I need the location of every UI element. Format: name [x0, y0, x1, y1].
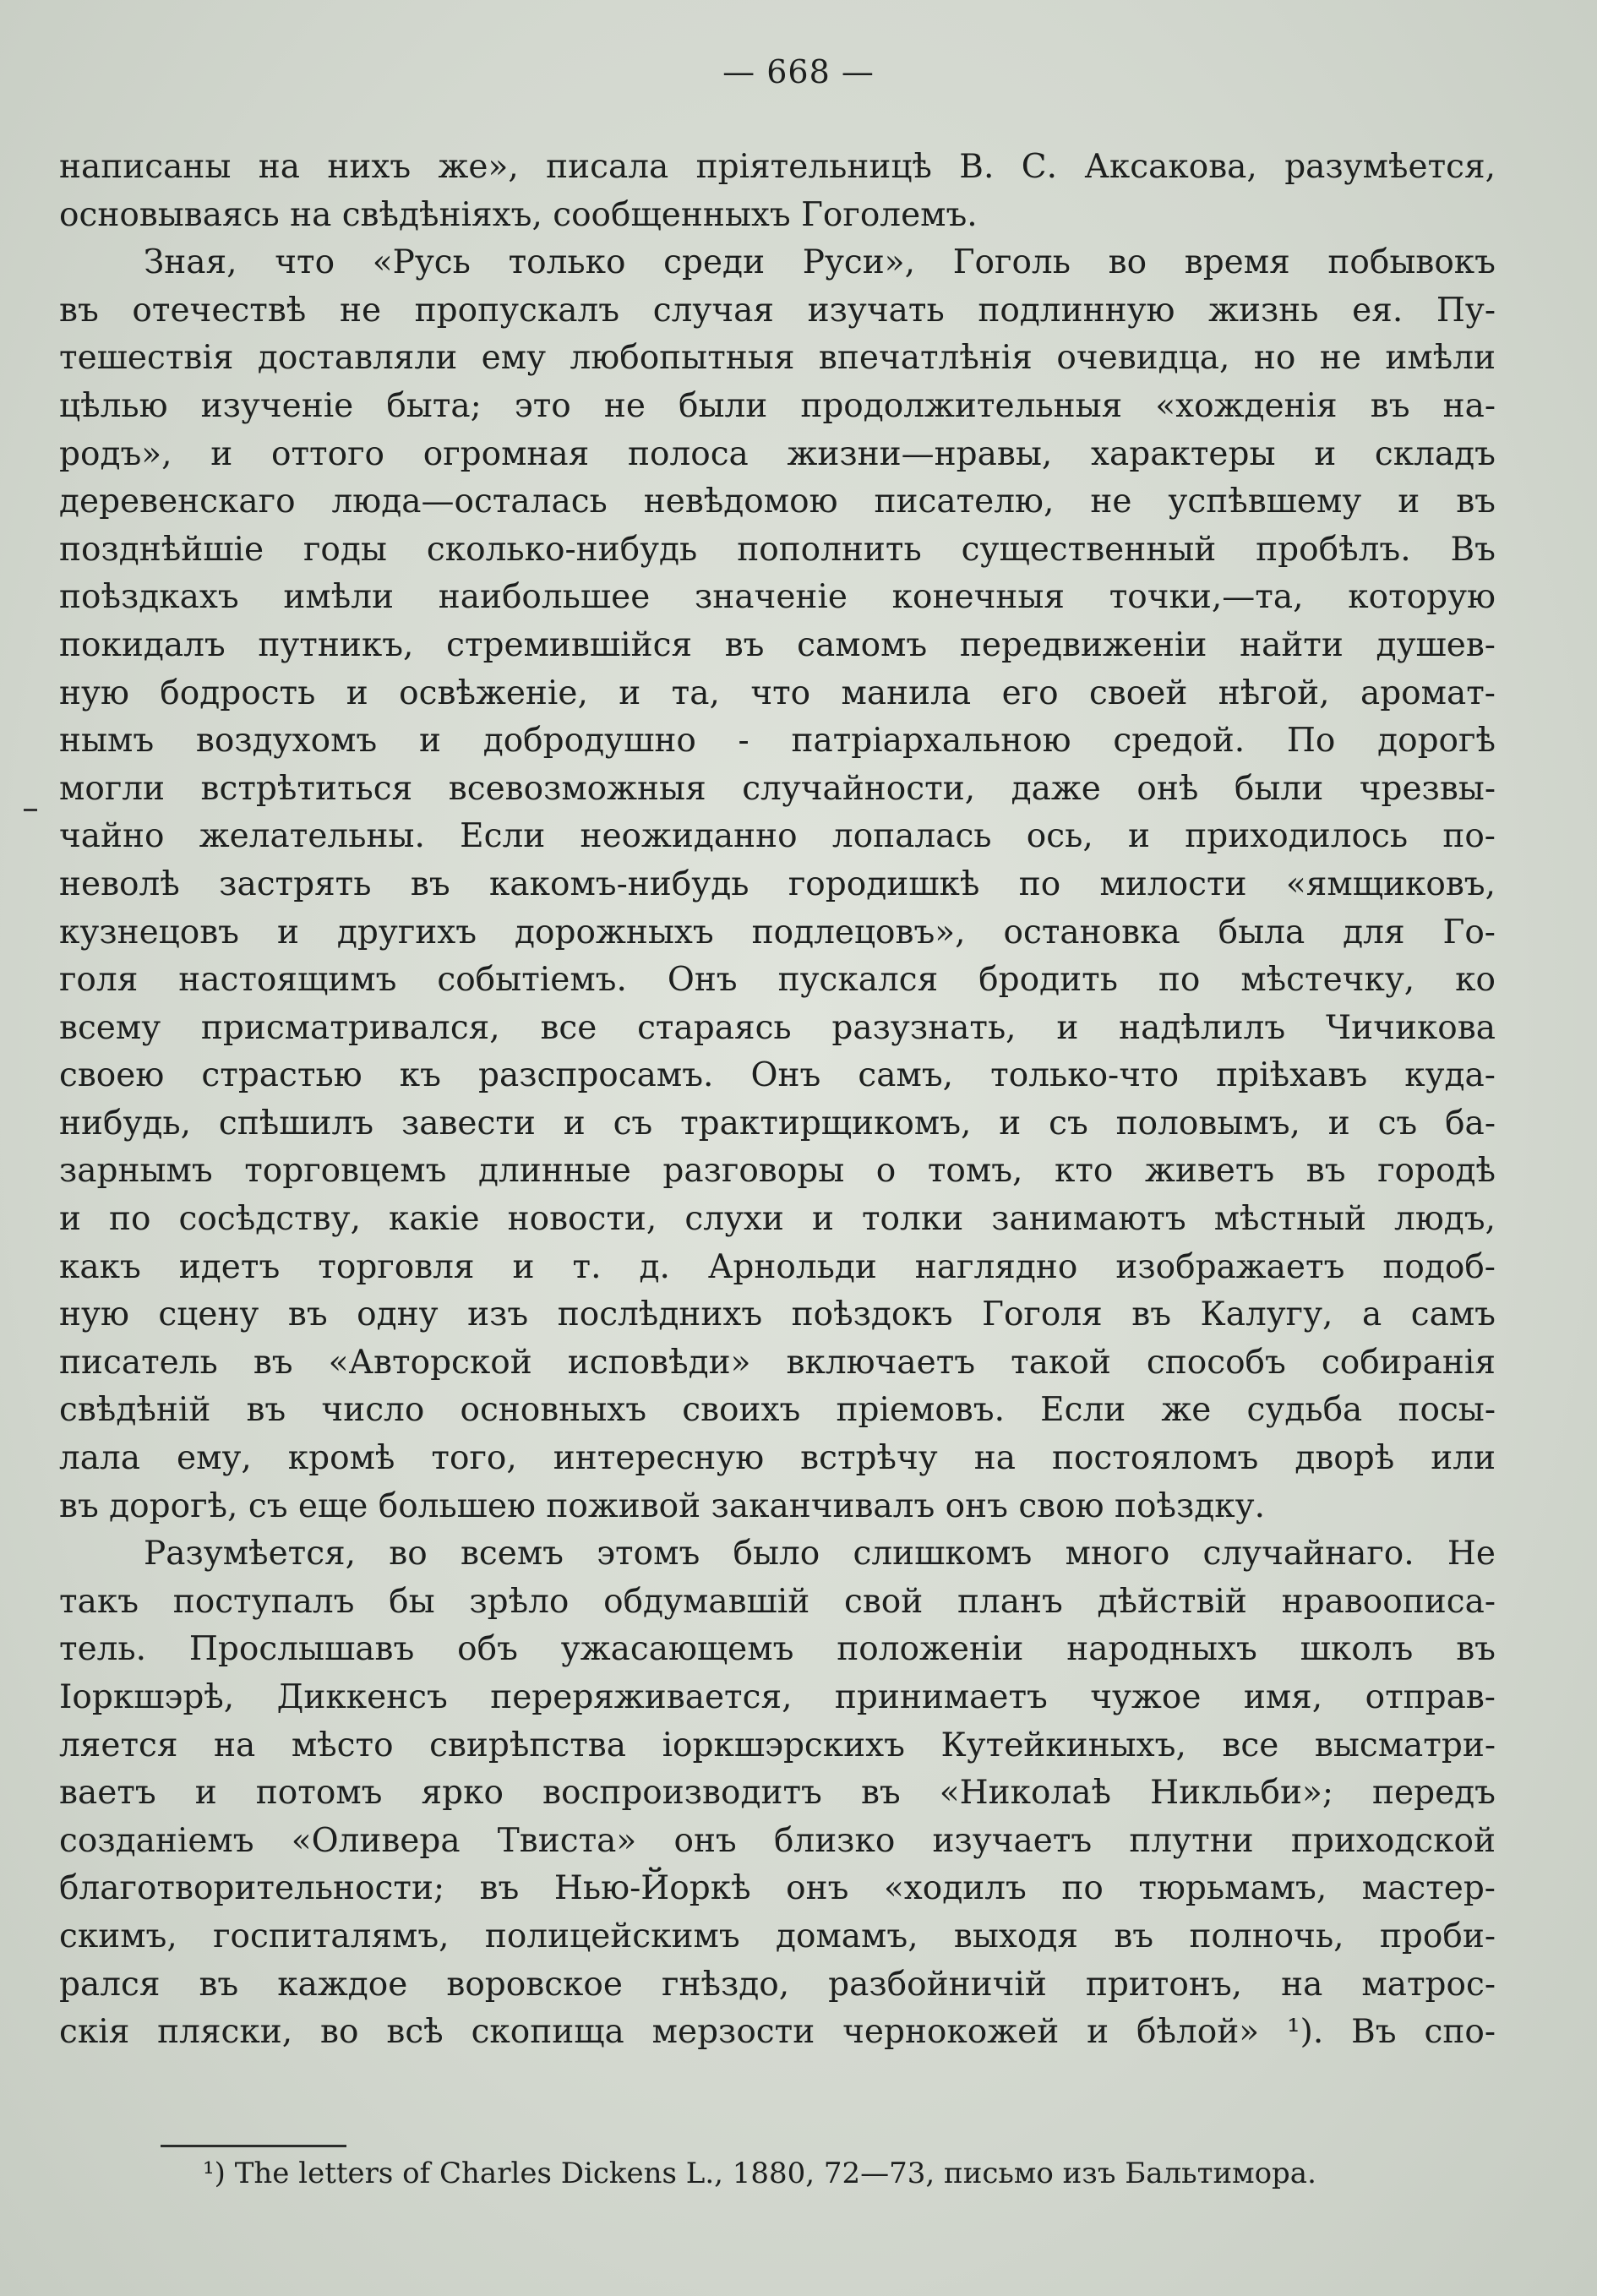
- text-line: благотворительности; въ Нью-Йоркѣ онъ «ходилъ по тюрьмамъ, мастер-: [59, 1869, 1496, 1908]
- text-line: могли встрѣтиться всевозможныя случайности, даже онѣ были чрезвы-: [59, 769, 1496, 808]
- text-line: основываясь на свѣдѣніяхъ, сообщенныхъ Гоголемъ.: [59, 195, 978, 234]
- text-line: зарнымъ торговцемъ длинные разговоры о томъ, кто живетъ въ городѣ: [59, 1152, 1496, 1191]
- body-text: [59, 144, 1496, 2057]
- text-line: тешествія доставляли ему любопытныя впечатлѣнія очевидца, но не имѣли: [59, 339, 1496, 378]
- text-line: родъ», и оттого огромная полоса жизни—нравы, характеры и складъ: [59, 434, 1496, 473]
- text-line: ваетъ и потомъ ярко воспроизводитъ въ «Николаѣ Никльби»; передъ: [59, 1774, 1496, 1813]
- text-line: покидалъ путникъ, стремившійся въ самомъ передвиженіи найти душев-: [59, 625, 1496, 664]
- text-line: неволѣ застрять въ какомъ-нибудь городишкѣ по милости «ямщиковъ,: [59, 864, 1496, 903]
- text-line: деревенскаго люда—осталась невѣдомою писателю, не успѣвшему и въ: [59, 483, 1496, 521]
- text-line: Разумѣется, во всемъ этомъ было слишкомъ много случайнаго. Не: [144, 1535, 1496, 1573]
- text-line: какъ идетъ торговля и т. д. Арнольди наглядно изображаетъ подоб-: [59, 1247, 1496, 1286]
- text-line: рался въ каждое воровское гнѣздо, разбойничій притонъ, на матрос-: [59, 1965, 1496, 2004]
- margin-mark: [24, 809, 37, 811]
- text-line: позднѣйшіе годы сколько-нибудь пополнить существенный пробѣлъ. Въ: [59, 530, 1496, 569]
- text-line: въ дорогѣ, съ еще большею поживой заканчивалъ онъ свою поѣздку.: [59, 1486, 1265, 1525]
- text-line: поѣздкахъ имѣли наибольшее значеніе конечныя точки,—та, которую: [59, 578, 1496, 617]
- text-line: Іоркшэрѣ, Диккенсъ переряживается, принимаетъ чужое имя, отправ-: [59, 1678, 1496, 1716]
- text-line: цѣлью изученіе быта; это не были продолжительныя «хожденія въ на-: [59, 386, 1496, 425]
- text-line: нибудь, спѣшилъ завести и съ трактирщикомъ, и съ половымъ, и съ ба-: [59, 1104, 1496, 1143]
- footnote-divider: [161, 2145, 346, 2147]
- text-line: скимъ, госпиталямъ, полицейскимъ домамъ, выходя въ полночь, проби-: [59, 1917, 1496, 1955]
- text-line: созданіемъ «Оливера Твиста» онъ близко изучаетъ плутни приходской: [59, 1821, 1496, 1860]
- text-line: голя настоящимъ событіемъ. Онъ пускался бродить по мѣстечку, ко: [59, 961, 1496, 1000]
- text-line: тель. Прослышавъ объ ужасающемъ положеніи народныхъ школъ въ: [59, 1630, 1496, 1669]
- text-line: такъ поступалъ бы зрѣло обдумавшій свой планъ дѣйствій нравоописа-: [59, 1582, 1496, 1621]
- text-line: лала ему, кромѣ того, интересную встрѣчу на постояломъ дворѣ или: [59, 1439, 1496, 1478]
- text-line: кузнецовъ и другихъ дорожныхъ подлецовъ», остановка была для Го-: [59, 913, 1496, 952]
- text-line: всему присматривался, все стараясь разузнать, и надѣлилъ Чичикова: [59, 1008, 1496, 1047]
- text-line: ную бодрость и освѣженіе, и та, что манила его своей нѣгой, аромат-: [59, 674, 1496, 712]
- text-line: писатель въ «Авторской исповѣди» включаетъ такой способъ собиранія: [59, 1343, 1496, 1382]
- text-line: написаны на нихъ же», писала пріятельницѣ В. С. Аксакова, разумѣется,: [59, 148, 1496, 186]
- text-line: чайно желательны. Если неожиданно лопалась ось, и приходилось по-: [59, 817, 1496, 856]
- text-line: скія пляски, во всѣ скопища мерзости чернокожей и бѣлой» ¹). Въ спо-: [59, 2013, 1496, 2052]
- text-line: нымъ воздухомъ и добродушно - патріархальною средой. По дорогѣ: [59, 722, 1496, 761]
- text-line: свѣдѣній въ число основныхъ своихъ пріемовъ. Если же судьба посы-: [59, 1391, 1496, 1430]
- text-line: ляется на мѣсто свирѣпства іоркшэрскихъ Кутейкиныхъ, все высматри-: [59, 1726, 1496, 1764]
- text-line: своею страстью къ разспросамъ. Онъ самъ, только-что пріѣхавъ куда-: [59, 1056, 1496, 1095]
- text-line: въ отечествѣ не пропускалъ случая изучать подлинную жизнь ея. Пу-: [59, 291, 1496, 330]
- text-line: и по сосѣдству, какіе новости, слухи и толки занимаютъ мѣстный людъ,: [59, 1200, 1496, 1239]
- footnote: ¹) The letters of Charles Dickens L., 1880, 72—73, письмо изъ Бальтимора.: [203, 2157, 1316, 2190]
- text-line: Зная, что «Русь только среди Руси», Гоголь во время побывокъ: [144, 243, 1496, 282]
- page-number: — 668 —: [722, 53, 875, 90]
- text-line: ную сцену въ одну изъ послѣднихъ поѣздокъ Гоголя въ Калугу, а самъ: [59, 1295, 1496, 1334]
